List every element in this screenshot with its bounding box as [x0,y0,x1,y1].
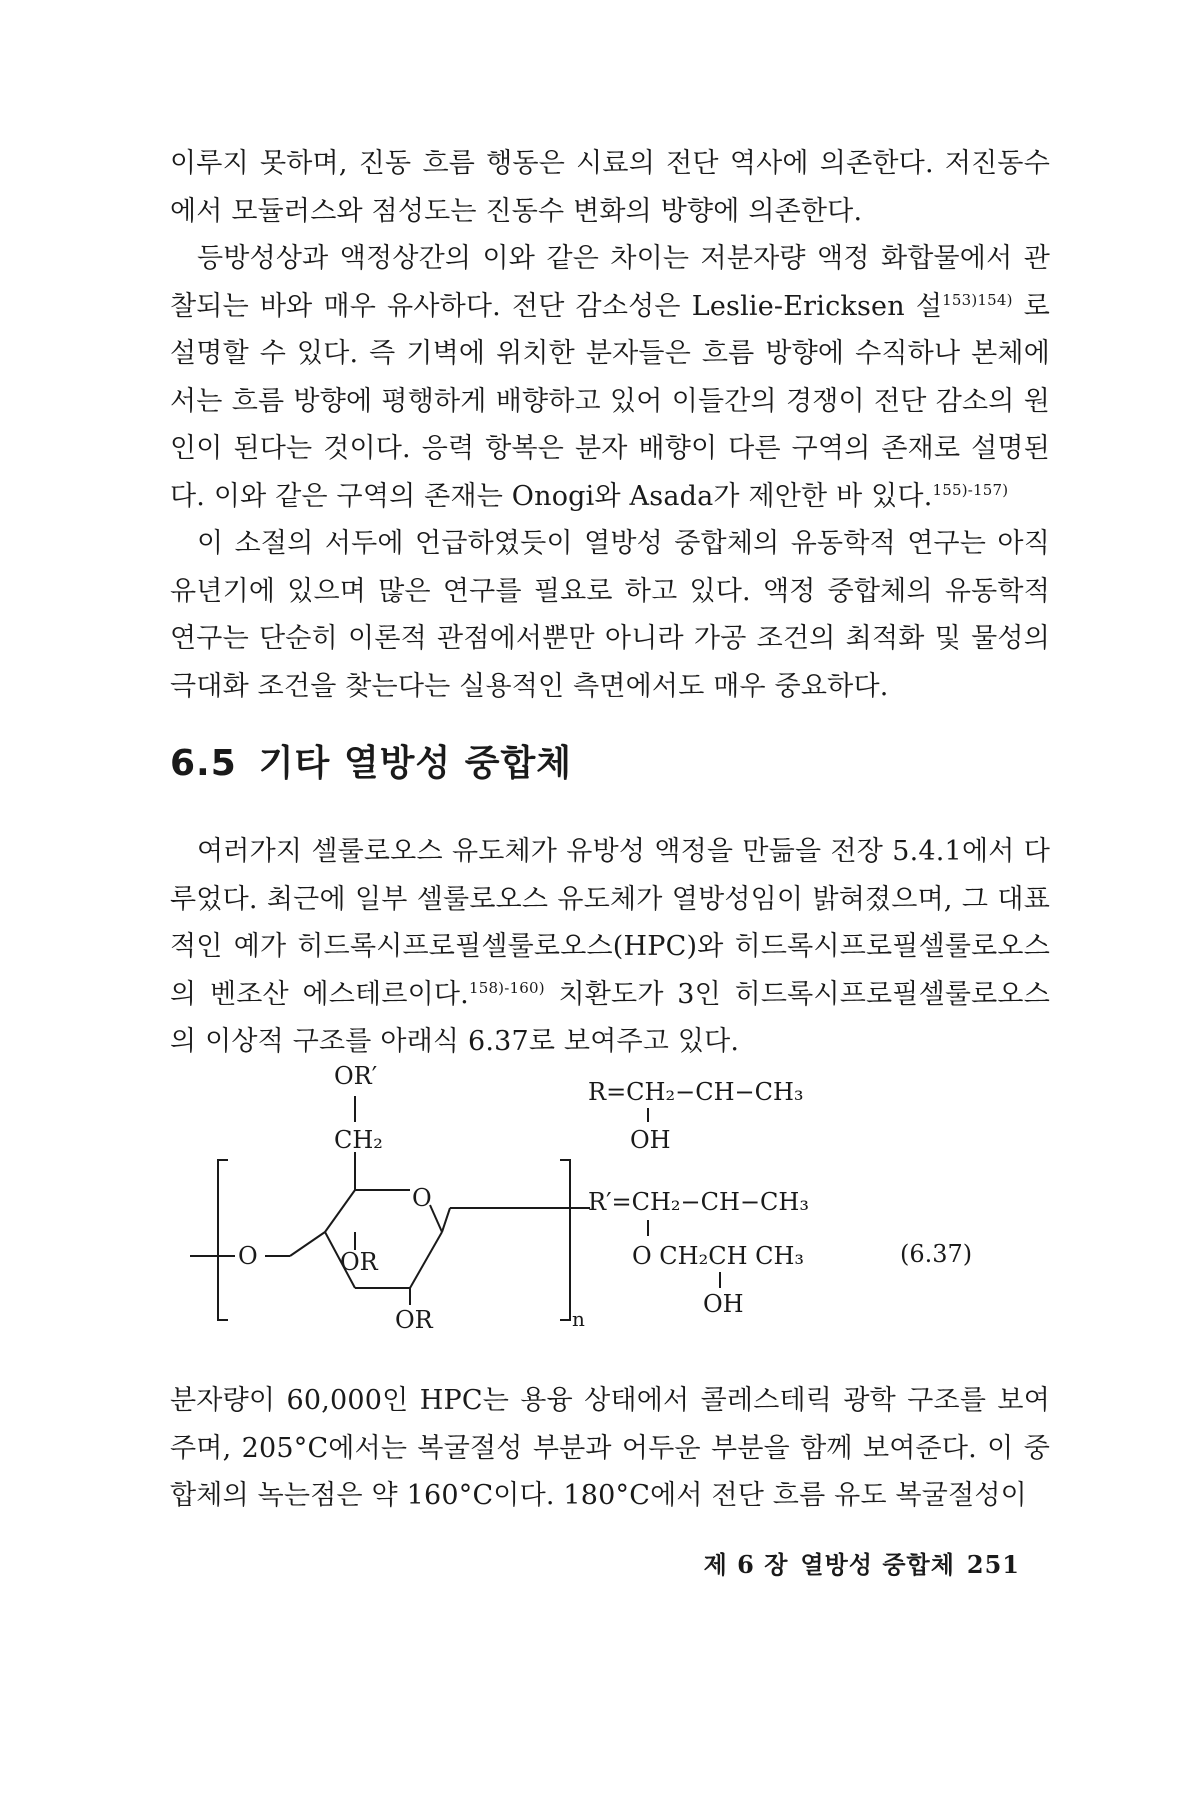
paragraph-2-text-a: 등방성상과 액정상간의 이와 같은 차이는 저분자량 액정 화합물에서 관찰되는 바와 매우 유사하다. 전단 감소성은 Leslie-Ericksen 설 [170,243,1050,322]
structural-formula-6-37 [180,1060,1080,1340]
label-rp-oh: OH [703,1290,744,1318]
bond-ring-right-a [442,1208,450,1232]
paragraph-1 [170,140,1050,235]
label-or-prime: OR′ [334,1062,378,1090]
paragraph-2 [170,235,1050,520]
reference-155-157: 155)-157) [932,480,1009,499]
running-footer [692,1545,1020,1580]
section-number: 6.5 [170,743,237,784]
label-r-definition: R=CH₂−CH−CH₃ [588,1078,804,1106]
section-heading [170,735,594,786]
label-or-bottom: OR [395,1306,433,1334]
reference-153-154: 153)154) [942,290,1013,309]
label-or-ring: OR [340,1248,378,1276]
paragraph-2-text-b: 로 설명할 수 있다. 즉 기벽에 위치한 분자들은 흐름 방향에 수직하나 본체에서는 흐름 방향에 평행하게 배향하고 있어 이들간의 경쟁이 전단 감소의 원인이 된다는 것이다. 응력 항복은 분자 배향이 다른 구역의 존재로 설명된다. 이와 같은 구역의 존재는 Onogi와 Asada가 제안한 바 있다. [170,290,1050,512]
label-o-left: O [238,1242,258,1270]
bond-o-ring-b [290,1232,325,1256]
paragraph-3 [170,520,1050,710]
reference-158-160: 158)-160) [468,978,545,997]
ring-left-upper-bond [325,1190,355,1232]
paragraph-2-body [170,235,1050,520]
label-r-oh: OH [630,1126,671,1154]
label-ch2: CH₂ [334,1126,383,1154]
paragraph-5-text: 분자량이 60,000인 HPC는 용융 상태에서 콜레스테릭 광학 구조를 보여주며, 205°C에서는 복굴절성 부분과 어두운 부분을 함께 보여준다. 이 중합체의 녹는점은 약 160°C이다. 180°C에서 전단 흐름 유도 복굴절성이 [170,1385,1050,1511]
paragraph-4-text-a: 여러가지 셀룰로오스 유도체가 유방성 액정을 만듦을 전장 5.4.1에서 다루었다. 최근에 일부 셀룰로오스 유도체가 열방성임이 밝혀졌으며, 그 대표적인 예가 히드록시프로필셀룰로오스(HPC)와 히드록시프로필셀룰로오스의 벤조산 에스테르이다. [170,836,1050,1010]
equation-number: (6.37) [900,1240,973,1268]
paragraph-4-text-b: 치환도가 3인 히드록시프로필셀룰로오스의 이상적 구조를 아래식 6.37로 보여주고 있다. [170,978,1050,1057]
paragraph-1-text: 이루지 못하며, 진동 흐름 행동은 시료의 전단 역사에 의존한다. 저진동수에서 모듈러스와 점성도는 진동수 변화의 방향에 의존한다. [170,148,1050,227]
paragraph-4 [170,828,1050,1066]
page-number: 251 [966,1550,1020,1579]
ring-right-lower-bond [410,1232,442,1288]
left-bracket [218,1160,228,1320]
label-subscript-n: n [572,1307,585,1331]
paragraph-3-text: 이 소절의 서두에 언급하였듯이 열방성 중합체의 유동학적 연구는 아직 유년기에 있으며 많은 연구를 필요로 하고 있다. 액정 중합체의 유동학적 연구는 단순히 이론적 관점에서뿐만 아니라 가공 조건의 최적화 및 물성의 극대화 조건을 찾는다는 실용적인 측면에서도 매우 중요하다. [170,528,1050,702]
label-rp-definition: R′=CH₂−CH−CH₃ [588,1188,809,1216]
paragraph-5 [170,1377,1050,1520]
ring-o-right-bond [430,1205,442,1232]
paragraph-4-body [170,828,1050,1066]
footer-chapter-title: 열방성 중합체 [800,1550,955,1579]
section-title: 기타 열방성 중합체 [258,743,573,784]
hpc-structure-diagram [180,1060,1080,1340]
right-bracket [560,1160,570,1320]
label-rp-substituent: O CH₂CH CH₃ [632,1242,805,1270]
footer-chapter: 제 6 장 [703,1550,789,1579]
label-ring-o: O [412,1184,432,1212]
